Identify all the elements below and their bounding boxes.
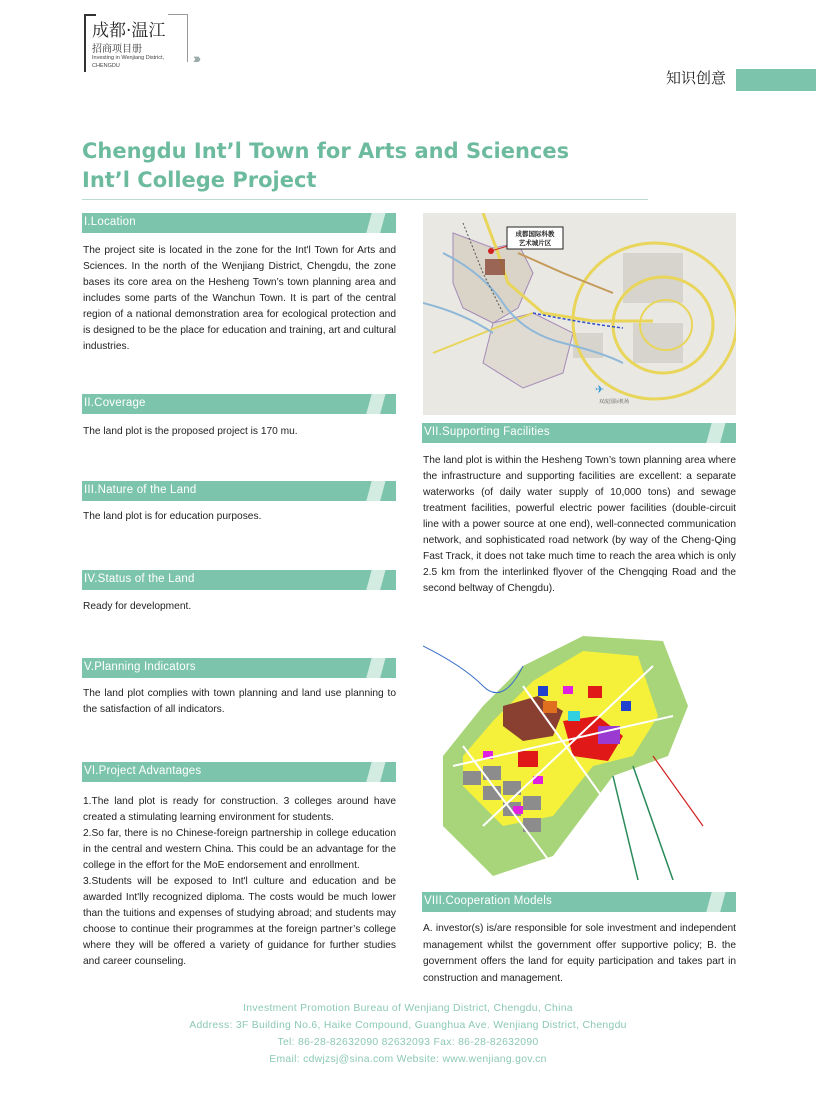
category-tag-label: 知识创意: [666, 69, 727, 87]
section-body-advantages: [83, 794, 396, 970]
logo-english-line1: Investing in Wenjiang District,: [92, 55, 165, 61]
logo-title: 成都·温江: [92, 21, 166, 41]
title-divider: [82, 199, 648, 200]
map-label-line1: 成都国际科教: [515, 230, 555, 238]
section-body-planning: The land plot complies with town planning and land use planning to the satisfaction of all indicators.: [83, 688, 396, 715]
section-body-coverage: The land plot is the proposed project is 170 mu.: [83, 426, 298, 437]
map-label-line2: 艺术城片区: [518, 239, 552, 247]
location-map-image: [423, 213, 736, 415]
map-airport-label: 双流国际机场: [599, 399, 630, 405]
page-title-line1: Chengdu Int’l Town for Arts and Sciences: [82, 139, 570, 163]
section-heading-nature: III.Nature of the Land: [82, 481, 396, 501]
advantage-item-1: 1.The land plot is ready for construction. 3 colleges around have created a stimulating learning environment for students.: [83, 796, 396, 823]
section-heading-coverage: II.Coverage: [82, 394, 396, 414]
section-body-status: Ready for development.: [83, 601, 192, 612]
page-title: [82, 137, 642, 195]
page-title-line2: Int’l College Project: [82, 168, 317, 192]
airplane-icon: ✈: [595, 384, 605, 396]
footer-organization: Investment Promotion Bureau of Wenjiang District, Chengdu, China: [243, 1003, 573, 1014]
land-use-plan-image: [423, 626, 736, 880]
section-heading-location: I.Location: [82, 213, 396, 233]
section-body-location: The project site is located in the zone for the Int'l Town for Arts and Sciences. In the north of the Wenjiang District, Chengdu, the zone bases its core area on the Hesheng Town’s town planning area and includes some parts of the Wanchun Town. It is part of the central region of a national demonstration area for ecological protection and is designed to be the place for education and training, art and cultural industries.: [83, 245, 396, 352]
logo: [84, 14, 188, 72]
chevron-right-icon: ›››: [193, 50, 198, 66]
section-heading-planning: V.Planning Indicators: [82, 658, 396, 678]
section-heading-status: IV.Status of the Land: [82, 570, 396, 590]
logo-english-line2: CHENGDU: [92, 63, 120, 69]
footer-address: Address: 3F Building No.6, Haike Compound, Guanghua Ave. Wenjiang District, Chengdu: [189, 1020, 627, 1031]
section-heading-cooperation: VIII.Cooperation Models: [422, 892, 736, 912]
section-body-nature: The land plot is for education purposes.: [83, 511, 262, 522]
section-heading-advantages: VI.Project Advantages: [82, 762, 396, 782]
section-heading-facilities: VII.Supporting Facilities: [422, 423, 736, 443]
category-tag: [663, 69, 816, 91]
section-body-cooperation: A. investor(s) is/are responsible for sole investment and independent management whilst the government offer supportive policy; B. the government offers the land for equity participation and takes part in construction and management.: [423, 923, 736, 984]
footer-phone: Tel: 86-28-82632090 82632093 Fax: 86-28-82632090: [277, 1037, 539, 1048]
footer-contact: Email: cdwjzsj@sina.com Website: www.wenjiang.gov.cn: [269, 1054, 547, 1065]
logo-subtitle: 招商项目册: [92, 44, 142, 55]
section-body-facilities: The land plot is within the Hesheng Town’s town planning area where the infrastructure and supporting facilities are excellent: a separate waterworks (of daily water supply of 10,000 tons) and sewage treatment facilities, powerful electric power facilities (double-circuit line with a power source at one end), well-connected communication network, and sophisticated road network (by way of the Cheng-Qing Fast Track, it does not take much time to reach the area which is only 2.5 km from the interlinked flyover of the Chengqing Road and the second beltway of Chengdu).: [423, 455, 736, 594]
advantage-item-3: 3.Students will be exposed to Int'l culture and education and be awarded Int'lly recognized diploma. The costs would be much lower than the tuitions and expenses of studying abroad; and students may choose to continue their programmes at the foreign partner’s college where they will be offered a variety of guidance for further studies and career counseling.: [83, 876, 396, 967]
advantage-item-2: 2.So far, there is no Chinese-foreign partnership in college education in the central and western China. This could be an advantage for the college in the effort for the MoE endorsement and enrollment.: [83, 828, 396, 871]
